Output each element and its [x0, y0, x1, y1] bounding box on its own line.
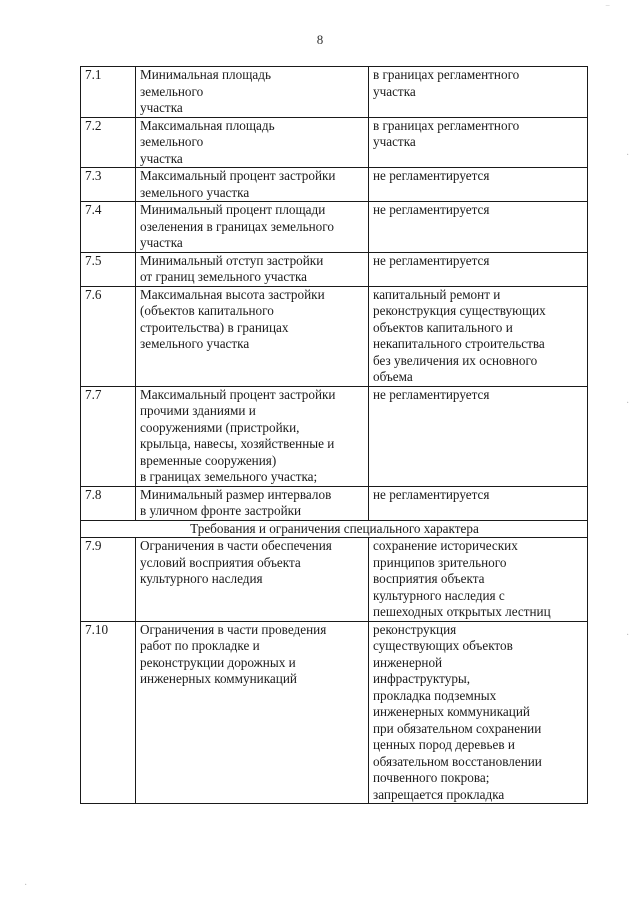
parameter-value: не регламентируется — [369, 202, 588, 253]
parameter-name: Максимальный процент застройки земельного участка — [136, 168, 369, 202]
parameter-value: не регламентируется — [369, 252, 588, 286]
table-row — [81, 67, 588, 118]
table-body — [81, 67, 588, 804]
row-number: 7.2 — [81, 117, 136, 168]
scan-artifact: · — [626, 398, 630, 409]
row-number: 7.9 — [81, 538, 136, 622]
table-row — [81, 538, 588, 622]
parameter-value: в границах регламентного участка — [369, 117, 588, 168]
row-number: 7.7 — [81, 386, 136, 486]
parameter-value: реконструкция существующих объектов инженерной инфраструктуры, прокладка подземных инженерных коммуникаций при обязательном сохранении ценных пород деревьев и обязательном восстановлении почвенного покрова; запрещается прокладка — [369, 621, 588, 804]
parameter-name: Минимальный процент площади озеленения в границах земельного участка — [136, 202, 369, 253]
table-row — [81, 117, 588, 168]
scan-artifact: · — [24, 880, 28, 891]
section-header: Требования и ограничения специального характера — [81, 520, 588, 538]
table-row — [81, 286, 588, 386]
parameter-value: капитальный ремонт и реконструкция существующих объектов капитального и некапитального строительства без увеличения их основного объема — [369, 286, 588, 386]
row-number: 7.6 — [81, 286, 136, 386]
table-row — [81, 621, 588, 804]
scan-artifact: · — [626, 150, 630, 161]
parameter-name: Минимальный отступ застройки от границ земельного участка — [136, 252, 369, 286]
table-row — [81, 252, 588, 286]
row-number: 7.1 — [81, 67, 136, 118]
row-number: 7.10 — [81, 621, 136, 804]
table-row — [81, 202, 588, 253]
parameter-name: Максимальная площадь земельного участка — [136, 117, 369, 168]
row-number: 7.3 — [81, 168, 136, 202]
scan-artifact: · — [626, 630, 630, 641]
parameter-value: не регламентируется — [369, 486, 588, 520]
parameter-name: Минимальная площадь земельного участка — [136, 67, 369, 118]
row-number: 7.4 — [81, 202, 136, 253]
table-row — [81, 486, 588, 520]
table-row — [81, 168, 588, 202]
row-number: 7.5 — [81, 252, 136, 286]
section-header-row — [81, 520, 588, 538]
scan-artifact: ‾ — [606, 6, 610, 17]
parameter-name: Ограничения в части проведения работ по прокладке и реконструкции дорожных и инженерных коммуникаций — [136, 621, 369, 804]
parameter-value: в границах регламентного участка — [369, 67, 588, 118]
row-number: 7.8 — [81, 486, 136, 520]
parameter-name: Максимальная высота застройки (объектов капитального строительства) в границах земельного участка — [136, 286, 369, 386]
parameter-name: Максимальный процент застройки прочими зданиями и сооружениями (пристройки, крыльца, навесы, хозяйственные и временные сооружения) в границах земельного участка; — [136, 386, 369, 486]
parameter-value: не регламентируется — [369, 386, 588, 486]
parameter-value: сохранение исторических принципов зрительного восприятия объекта культурного наследия с пешеходных открытых лестниц — [369, 538, 588, 622]
parameter-name: Минимальный размер интервалов в уличном фронте застройки — [136, 486, 369, 520]
regulations-table — [80, 66, 588, 804]
page-number: 8 — [316, 32, 324, 47]
table-row — [81, 386, 588, 486]
parameter-value: не регламентируется — [369, 168, 588, 202]
parameter-name: Ограничения в части обеспечения условий восприятия объекта культурного наследия — [136, 538, 369, 622]
